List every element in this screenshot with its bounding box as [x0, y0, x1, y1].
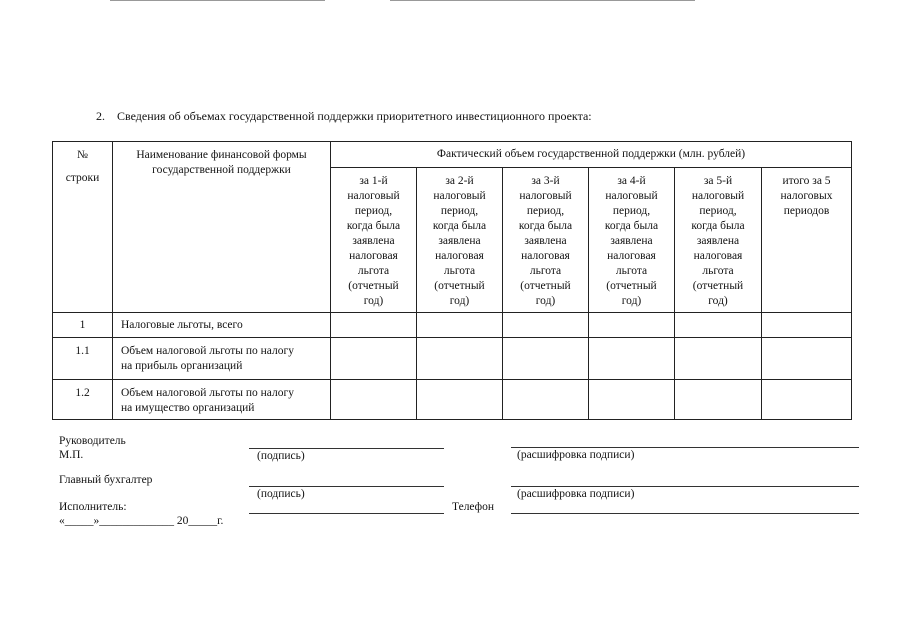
period-2-line-4: когда была: [432, 220, 487, 232]
col-header-number-symbol: №: [77, 149, 88, 161]
period-5-line-5: заявлена: [696, 235, 740, 247]
period-4-line-3: период,: [612, 205, 651, 217]
col-header-total: [762, 168, 852, 313]
col-header-period-1: [331, 168, 417, 313]
stamp-label: М.П.: [59, 449, 84, 461]
value-cell[interactable]: [675, 380, 762, 420]
value-cell[interactable]: [417, 313, 503, 338]
row-number: 1.2: [53, 380, 113, 420]
period-1-line-6: налоговая: [349, 250, 398, 262]
head-decoding-line[interactable]: [511, 447, 859, 448]
section-number: 2.: [96, 109, 105, 123]
period-1-line-5: заявлена: [352, 235, 395, 247]
period-1-line-2: налоговый: [347, 190, 400, 202]
total-line-3: периодов: [783, 205, 830, 217]
period-5-line-7: льгота: [702, 265, 734, 277]
value-cell[interactable]: [762, 338, 852, 380]
row-name-line-1: Объем налоговой льготы по налогу: [121, 387, 294, 399]
period-1-line-4: когда была: [346, 220, 401, 232]
period-2-line-3: период,: [440, 205, 479, 217]
period-2-line-7: льгота: [443, 265, 476, 277]
period-5-line-1: за 5-й: [703, 175, 733, 187]
period-4-line-5: заявлена: [610, 235, 653, 247]
accountant-decoding-line[interactable]: [511, 486, 859, 487]
value-cell[interactable]: [503, 380, 589, 420]
value-cell[interactable]: [675, 338, 762, 380]
value-cell[interactable]: [589, 338, 675, 380]
period-1-line-8: (отчетный: [348, 280, 399, 292]
row-name: [113, 380, 331, 420]
value-cell[interactable]: [417, 380, 503, 420]
period-2-line-1: за 2-й: [445, 175, 474, 187]
value-cell[interactable]: [675, 313, 762, 338]
period-5-line-8: (отчетный: [692, 280, 744, 292]
head-signature-line[interactable]: [249, 448, 444, 449]
executor-label: Исполнитель:: [59, 501, 127, 513]
row-name-line-2: на прибыль организаций: [121, 360, 243, 372]
scan-edge-line-right: [390, 0, 695, 1]
value-cell[interactable]: [503, 313, 589, 338]
accountant-signature-hint: (подпись): [257, 488, 305, 500]
period-2-line-2: налоговый: [433, 190, 486, 202]
period-4-line-2: налоговый: [605, 190, 658, 202]
period-3-line-6: налоговая: [521, 250, 570, 262]
period-3-line-9: год): [535, 295, 556, 307]
period-4-line-4: когда была: [604, 220, 659, 232]
value-cell[interactable]: [417, 338, 503, 380]
period-3-line-5: заявлена: [524, 235, 567, 247]
period-2-line-9: год): [449, 295, 470, 307]
col-header-number: [53, 142, 113, 313]
scan-edge-line-left: [110, 0, 325, 1]
table-row: [53, 313, 852, 338]
period-5-line-6: налоговая: [693, 250, 743, 262]
period-4-line-9: год): [621, 295, 642, 307]
support-volume-table: [52, 141, 852, 420]
period-5-line-9: год): [708, 295, 728, 307]
period-4-line-1: за 4-й: [617, 175, 646, 187]
phone-label: Телефон: [452, 501, 495, 513]
phone-line[interactable]: [511, 513, 859, 514]
period-3-line-1: за 3-й: [531, 175, 560, 187]
head-signature-hint: (подпись): [257, 450, 305, 462]
period-1-line-3: период,: [354, 205, 393, 217]
row-name-line-2: на имущество организаций: [121, 402, 255, 414]
value-cell[interactable]: [589, 313, 675, 338]
row-number: 1.1: [53, 338, 113, 380]
header-row-1: [53, 142, 852, 168]
accountant-signature-line[interactable]: [249, 486, 444, 487]
period-1-line-7: льгота: [357, 265, 390, 277]
col-header-number-label: строки: [65, 172, 100, 184]
executor-name-line[interactable]: [249, 513, 444, 514]
period-3-line-7: льгота: [529, 265, 562, 277]
period-4-line-7: льгота: [615, 265, 648, 277]
period-3-line-2: налоговый: [519, 190, 572, 202]
section-title: Сведения об объемах государственной поддержки приоритетного инвестиционного проекта:: [117, 109, 592, 123]
row-name-line-1: Налоговые льготы, всего: [121, 318, 243, 331]
value-cell[interactable]: [331, 338, 417, 380]
col-header-group: Фактический объем государственной поддержки (млн. рублей): [331, 142, 852, 168]
accountant-decoding-hint: (расшифровка подписи): [517, 488, 635, 500]
period-5-line-4: когда была: [691, 220, 745, 232]
date-line[interactable]: «_____»_____________ 20_____г.: [59, 515, 224, 527]
period-3-line-3: период,: [526, 205, 565, 217]
total-line-1: итого за 5: [782, 175, 831, 187]
row-name-line-1: Объем налоговой льготы по налогу: [121, 345, 294, 357]
chief-accountant-label: Главный бухгалтер: [59, 474, 153, 486]
row-number: 1: [53, 313, 113, 338]
period-2-line-8: (отчетный: [434, 280, 485, 292]
value-cell[interactable]: [331, 380, 417, 420]
period-2-line-6: налоговая: [435, 250, 484, 262]
total-line-2: налоговых: [780, 190, 833, 202]
col-header-period-3: [503, 168, 589, 313]
period-5-line-3: период,: [699, 205, 737, 217]
value-cell[interactable]: [589, 380, 675, 420]
head-label: Руководитель: [59, 435, 126, 447]
table-row: [53, 338, 852, 380]
period-2-line-5: заявлена: [438, 235, 481, 247]
section-heading: [96, 109, 592, 124]
period-1-line-1: за 1-й: [359, 175, 388, 187]
period-1-line-9: год): [363, 295, 384, 307]
col-header-period-2: [417, 168, 503, 313]
row-name: [113, 338, 331, 380]
col-header-period-5: [675, 168, 762, 313]
period-3-line-4: когда была: [518, 220, 573, 232]
col-header-name: Наименование финансовой формы государственной поддержки: [113, 142, 331, 313]
period-4-line-6: налоговая: [607, 250, 656, 262]
col-header-period-4: [589, 168, 675, 313]
head-decoding-hint: (расшифровка подписи): [517, 449, 635, 461]
value-cell[interactable]: [762, 313, 852, 338]
period-5-line-2: налоговый: [691, 190, 745, 202]
row-name: [113, 313, 331, 338]
table-row: [53, 380, 852, 420]
period-4-line-8: (отчетный: [606, 280, 657, 292]
value-cell[interactable]: [762, 380, 852, 420]
period-3-line-8: (отчетный: [520, 280, 571, 292]
value-cell[interactable]: [331, 313, 417, 338]
value-cell[interactable]: [503, 338, 589, 380]
